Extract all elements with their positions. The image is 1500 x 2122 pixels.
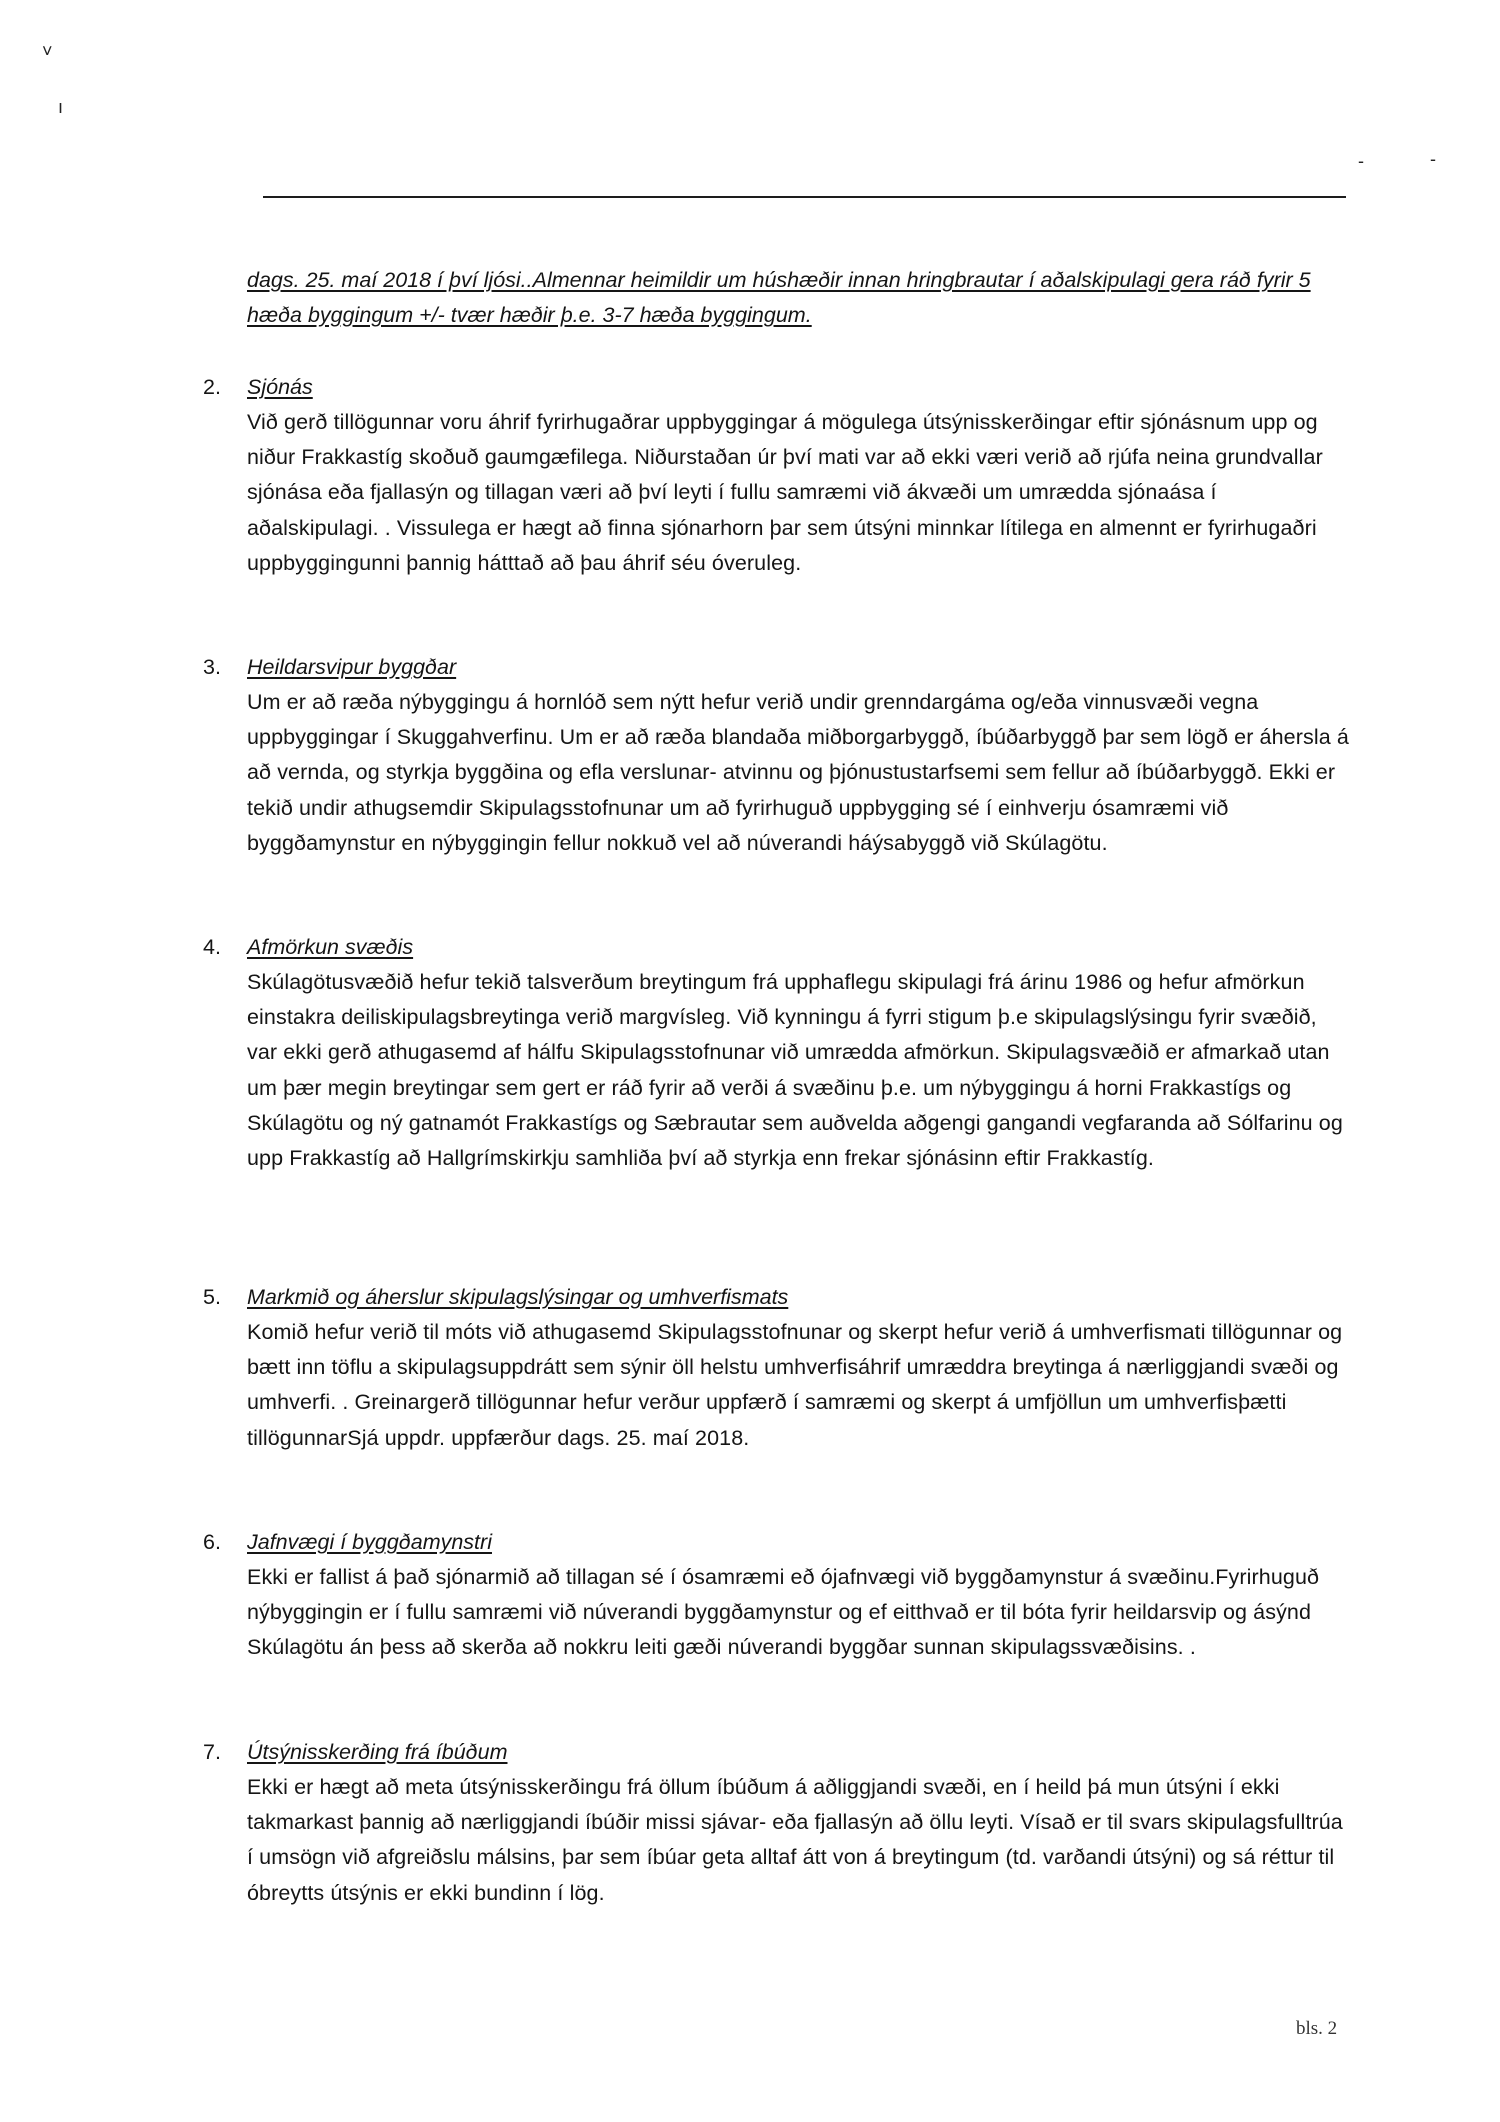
section-body: Um er að ræða nýbyggingu á hornlóð sem nýtt hefur verið undir grenndargáma og/eða vinnusvæði vegna uppbyggingar í Skuggahverfinu. Um er að ræða blandaða miðborgarbyggð, íbúðarbyggð þar sem lögð er áhersla á að vernda, og styrkja byggðina og efla verslunar- atvinnu og þjónustustarfsemi sem fellur að íbúðarbyggð. Ekki er tekið undir athugsemdir Skipulagsstofnunar um að fyrirhuguð uppbygging sé í einhverju ósamræmi við byggðamynstur en nýbyggingin fellur nokkuð vel að núverandi háýsabyggð við Skúlagötu. [247,690,1349,855]
header-rule [263,196,1346,198]
section-body: Ekki er hægt að meta útsýnisskerðingu frá öllum íbúðum á aðliggjandi svæði, en í heild þá mun útsýni í ekki takmarkast þannig að nærliggjandi íbúðir missi sjávar- eða fjallasýn að öllu leyti. Vísað er til svars skipulagsfulltrúa í umsögn við afgreiðslu málsins, þar sem íbúar geta alltaf átt von á breytingum (td. varðandi útsýni) og sá réttur til óbreytts útsýnis er ekki bundinn í lög. [247,1775,1343,1905]
section-title: Útsýnisskerðing frá íbúðum [247,1740,508,1764]
section-number: 4. [203,935,221,959]
section-number: 6. [203,1530,221,1554]
section-number: 3. [203,655,221,679]
section-number: 5. [203,1285,221,1309]
section-body: Ekki er fallist á það sjónarmið að tillagan sé í ósamræmi eð ójafnvægi við byggðamynstur á svæðinu.Fyrirhuguð nýbyggingin er í fullu samræmi við núverandi byggðamynstur og ef eitthvað er til bóta fyrir heildarsvip og ásýnd Skúlagötu án þess að skerða að nokkru leiti gæði núverandi byggðar sunnan skipulagssvæðisins. . [247,1565,1320,1660]
section-title: Afmörkun svæðis [247,935,414,959]
scan-speck-dash-1: - [1358,151,1364,171]
scan-speck-dash-2: - [1430,149,1436,169]
section-title: Heildarsvipur byggðar [247,655,457,679]
section-body: Skúlagötusvæðið hefur tekið talsverðum breytingum frá upphaflegu skipulagi frá árinu 1986 og hefur afmörkun einstakra deiliskipulagsbreytinga verið margvísleg. Við kynningu á fyrri stigum þ.e skipulagslýsingu fyrir svæðið, var ekki gerð athugasemd af hálfu Skipulagsstofnunar við umrædda afmörkun. Skipulagsvæðið er afmarkað utan um þær megin breytingar sem gert er ráð fyrir að verði á svæðinu þ.e. um nýbyggingu á horni Frakkastígs og Skúlagötu og ný gatnamót Frakkastígs og Sæbrautar sem auðvelda aðgengi gangandi vegfaranda að Sólfarinu og upp Frakkastíg að Hallgrímskirkju samhliða því að styrkja enn frekar sjónásinn eftir Frakkastíg. [247,970,1343,1171]
section-body: Við gerð tillögunnar voru áhrif fyrirhugaðrar uppbyggingar á mögulega útsýnisskerðingar eftir sjónásnum upp og niður Frakkastíg skoðuð gaumgæfilega. Niðurstaðan úr því mati var að ekki væri verið að rjúfa neina grundvallar sjónása eða fjallasýn og tillagan væri að því leyti í fullu samræmi við ákvæði um umrædda sjónaása í aðalskipulagi. . Vissulega er hægt að finna sjónarhorn þar sem útsýni minnkar lítilega en almennt er fyrirhugaðri uppbyggingunni þannig hátttað að þau áhrif séu óveruleg. [247,410,1323,575]
page-number: bls. 2 [1296,2018,1338,2039]
section-number: 2. [203,375,221,399]
section-title: Markmið og áherslur skipulagslýsingar og umhverfismats [247,1285,789,1309]
section-title: Sjónás [247,375,313,399]
scan-speck-mark: ı [58,97,64,117]
section-body: Komið hefur verið til móts við athugasemd Skipulagsstofnunar og skerpt hefur verið á umhverfismati tillögunnar og bætt inn töflu a skipulagsuppdrátt sem sýnir öll helstu umhverfisáhrif umræddra breytinga á nærliggjandi svæði og umhverfi. . Greinargerð tillögunnar hefur verður uppfærð í samræmi og skerpt á umfjöllun um umhverfisþætti tillögunnarSjá uppdr. uppfærður dags. 25. maí 2018. [247,1320,1343,1450]
intro-paragraph: dags. 25. maí 2018 í því ljósi..Almennar heimildir um húshæðir innan hringbrautar í aðalskipulagi gera ráð fyrir 5 hæða byggingum +/- tvær hæðir þ.e. 3-7 hæða byggingum. [247,268,1311,327]
section-title: Jafnvægi í byggðamynstri [247,1530,492,1554]
scan-speck-dot: ˅ [42,41,53,61]
section-number: 7. [203,1740,221,1764]
